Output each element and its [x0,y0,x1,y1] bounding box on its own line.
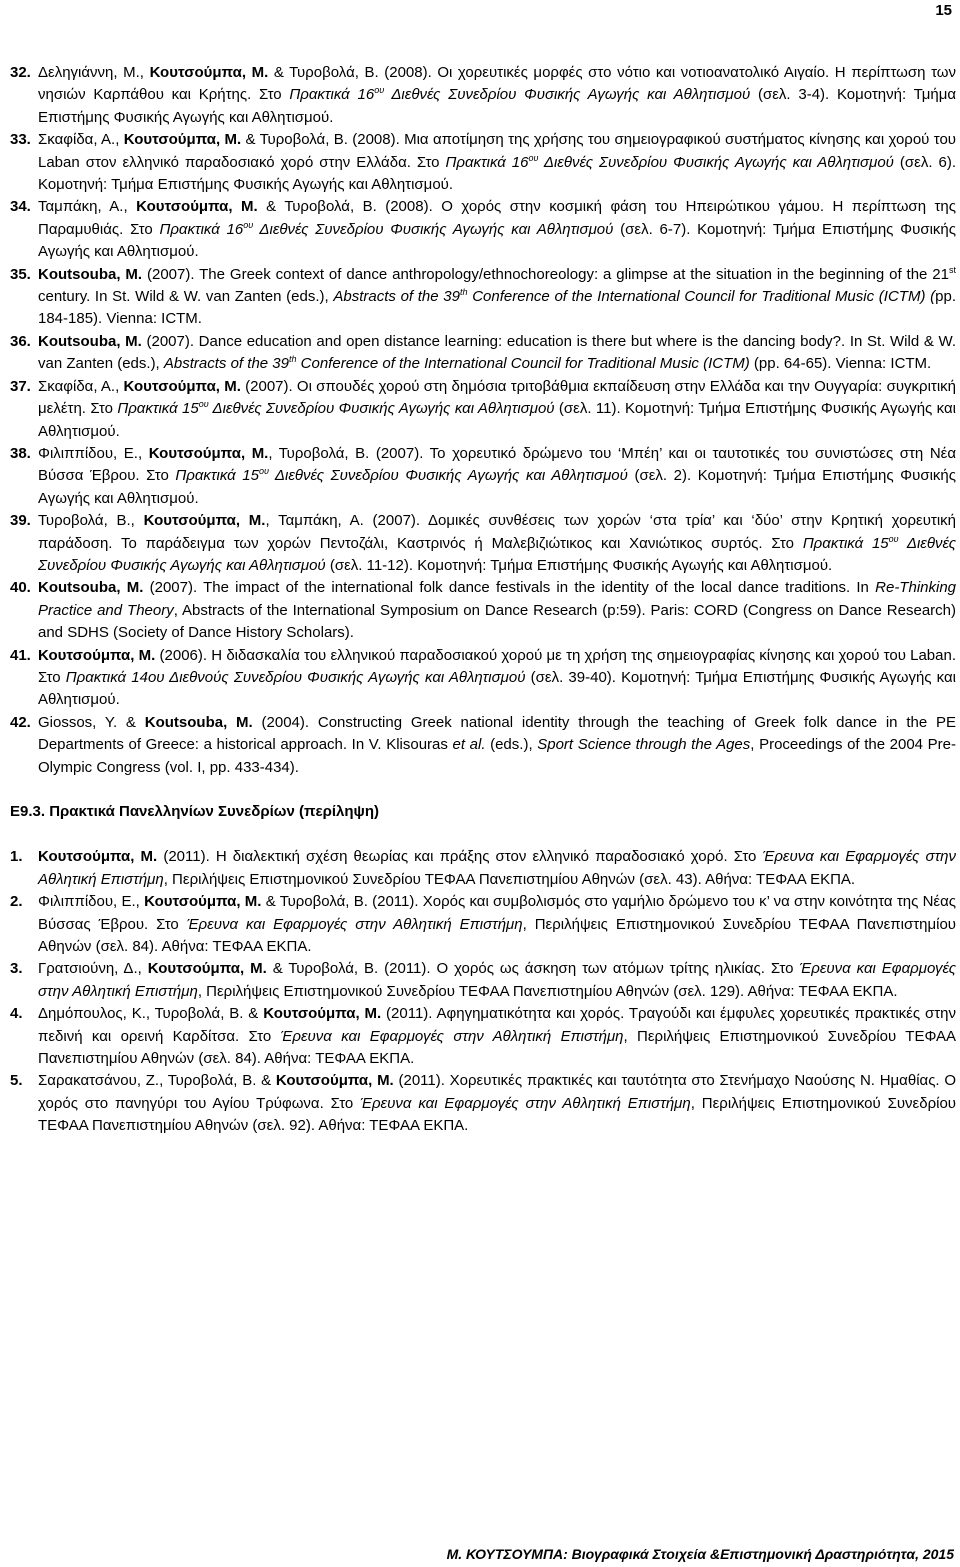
page-number: 15 [935,2,952,19]
reference-item [10,958,956,1003]
author-highlight: Koutsouba, M. [38,579,144,597]
publication-title: th [460,287,468,298]
reference-text [38,645,956,712]
author-highlight: Κουτσούμπα, Μ. [136,198,258,216]
reference-number: 33. [10,131,31,149]
reference-segment: (σελ. 6-7). Κομοτηνή: Τμήμα Επιστήμης Φυσικής Αγωγής και Αθλητισμού. [38,220,957,261]
reference-item [10,645,956,712]
reference-segment: Δημόπουλος, Κ., Τυροβολά, Β. & [38,1005,264,1023]
reference-text [38,510,956,577]
reference-text [38,1003,956,1070]
reference-segment: (2011). Η διαλεκτική σχέση θεωρίας και πράξης στον ελληνικό παραδοσιακό χορό. Στο [157,848,763,866]
author-highlight: Κουτσούμπα, Μ. [275,1072,394,1090]
author-highlight: Koutsouba, M. [38,265,143,283]
reference-segment: Τυροβολά, Β., [38,512,144,530]
reference-number: 2. [10,893,23,911]
reference-list-international [10,62,956,779]
reference-number: 35. [10,265,31,283]
reference-segment: (σελ. 6). Κομοτηνή: Τμήμα Επιστήμης Φυσικής Αγωγής και Αθλητισμού. [38,153,956,194]
author-highlight: Κουτσούμπα, Μ. [144,893,262,911]
publication-title: Πρακτικά 16 [159,220,244,238]
reference-text [38,1070,956,1137]
publication-title: Διεθνές Συνεδρίου Φυσικής Αγωγής και Αθλητισμού [208,400,555,418]
reference-segment: (2007). Dance education and open distance learning: education is there but where is the dancing body?. In St. Wild & W. van Zanten (eds.), [38,332,957,373]
reference-number: 37. [10,377,31,395]
reference-segment: (σελ. 11-12). Κομοτηνή: Τμήμα Επιστήμης Φυσικής Αγωγής και Αθλητισμού. [325,556,833,574]
reference-item [10,331,956,376]
reference-segment: st [949,264,957,275]
author-highlight: Κουτσούμπα, Μ. [148,444,269,462]
reference-segment: , Abstracts of the International Symposium on Dance Research (p:59). Paris: CORD (Congress on Dance Research) and SDHS (Society of Dance History Scholars). [38,601,956,642]
reference-item [10,196,956,263]
publication-title: ου [243,219,254,230]
reference-item [10,264,956,331]
reference-item [10,577,956,644]
author-highlight: Κουτσούμπα, Μ. [143,512,266,530]
reference-segment: , Περιλήψεις Επιστημονικού Συνεδρίου ΤΕΦΑΑ Πανεπιστημίου Αθηνών (σελ. 84). Αθήνα: ΤΕΦΑΑ ΕΚΠΑ. [38,915,957,956]
reference-segment: (2006). Η διδασκαλία του ελληνικού παραδοσιακού χορού με τη χρήση της σημειογραφίας κίνησης και χορού του Laban. Στο [38,646,956,686]
reference-segment: Σκαφίδα, Α., [38,131,124,149]
publication-title: Πρακτικά 15 [175,467,259,485]
publication-title: Έρευνα και Εφαρμογές στην Αθλητική Επιστήμη [360,1094,691,1112]
reference-segment: Σαρακατσάνου, Ζ., Τυροβολά, Β. & [38,1072,276,1090]
author-highlight: Κουτσούμπα, Μ. [149,64,269,81]
reference-number: 42. [10,713,31,731]
publication-title: ου [198,399,209,410]
reference-text [38,846,956,891]
publication-title: ου [888,533,899,544]
reference-number: 5. [10,1072,23,1090]
publication-title: Πρακτικά 15 [117,400,199,418]
publication-title: Πρακτικά 14ου Διεθνούς Συνεδρίου Φυσικής Αγωγής και Αθλητισμού [65,668,526,686]
reference-item [10,443,956,510]
publication-title: Διεθνές Συνεδρίου Φυσικής Αγωγής και Αθλητισμού [38,534,956,574]
reference-segment: Γρατσιούνη, Δ., [38,960,148,978]
author-highlight: Κουτσούμπα, Μ. [38,646,156,664]
reference-segment: , Τυροβολά, Β. (2007). Το χορευτικό δρώμενο του ‘Μπέη’ και οι ταυτοτικές του συνιστώσες στη Νέα Βύσσα Έβρου. Στο [38,444,957,485]
author-highlight: Κουτσούμπα, Μ. [123,377,241,395]
reference-segment: (2011). Χορευτικές πρακτικές και ταυτότητα στο Στενήμαχο Ναούσης Ν. Ημαθίας. Ο χορός στο πανηγύρι του Αγίου Τρύφωνα. Στο [38,1072,957,1112]
reference-segment: & Τυροβολά, Β. (2008). Μια αποτίμηση της χρήσης του σημειογραφικού συστήματος κίνησης και χορού του Laban στον ελληνικό παραδοσιακό χορό στην Ελλάδα. Στο [38,131,956,171]
publication-title: Re-Thinking Practice and Theory [38,579,957,619]
reference-text [38,958,956,1003]
reference-segment: (2004). Constructing Greek national identity through the teaching of Greek folk dance in the PE Departments of Greece: a historical approach. In V. Klisouras [38,713,956,754]
publication-title: Διεθνές Συνεδρίου Φυσικής Αγωγής και Αθλητισμού [538,153,894,171]
reference-item [10,62,956,129]
reference-text [38,443,956,510]
reference-segment: (2011). Αφηγηματικότητα και χορός. Τραγούδι και έμφυλες χορευτικές πρακτικές στην πεδινή και ορεινή Καρδίτσα. Στο [38,1005,956,1045]
reference-segment: (σελ. 39-40). Κομοτηνή: Τμήμα Επιστήμης Φυσικής Αγωγής και Αθλητισμού. [38,668,957,709]
reference-number: 39. [10,512,31,530]
reference-segment: Giossos, Y. & [38,713,145,731]
publication-title: Πρακτικά 16 [445,153,529,171]
reference-item [10,1003,956,1070]
publication-title: Conference of the International Council for Traditional Music (ICTM) [296,355,750,373]
reference-number: 38. [10,444,31,462]
publication-title: Sport Science through the Ages [537,736,751,754]
reference-segment: century. In St. Wild & W. van Zanten (eds.), [38,288,334,306]
reference-segment: (2007). The Greek context of dance anthropology/ethnochoreology: a glimpse at the situation in the beginning of the 21 [142,265,949,283]
reference-number: 40. [10,579,31,597]
publication-title: Διεθνές Συνεδρίου Φυσικής Αγωγής και Αθλητισμού [384,86,751,104]
author-highlight: Κουτσούμπα, Μ. [123,131,242,149]
reference-segment: (σελ. 11). Κομοτηνή: Τμήμα Επιστήμης Φυσικής Αγωγής και Αθλητισμού. [38,400,956,440]
reference-segment: (eds.), [485,736,538,754]
reference-item [10,712,956,779]
author-highlight: Κουτσούμπα, Μ. [147,960,267,978]
author-highlight: Κουτσούμπα, Μ. [263,1005,382,1023]
publication-title: Πρακτικά 15 [802,534,889,552]
publication-title: Διεθνές Συνεδρίου Φυσικής Αγωγής και Αθλητισμού [268,467,628,485]
publication-title: et al. [452,736,486,754]
reference-number: 3. [10,960,23,978]
reference-segment: & Τυροβολά, Β. (2008). Οι χορευτικές μορφές στο νότιο και νοτιοανατολικό Αιγαίο. Η περίπτωση των νησιών Καρπάθου και Κρήτης. Στο [38,64,956,104]
reference-number: 4. [10,1005,23,1023]
reference-item [10,846,956,891]
publication-title: Έρευνα και Εφαρμογές στην Αθλητική Επιστήμη [186,915,523,933]
reference-segment: , Περιλήψεις Επιστημονικού Συνεδρίου ΤΕΦΑΑ Πανεπιστημίου Αθηνών (σελ. 129). Αθήνα: ΤΕΦΑΑ ΕΚΠΑ. [197,982,898,1000]
reference-segment: (pp. 64-65). Vienna: ICTM. [749,355,932,373]
reference-segment: , Περιλήψεις Επιστημονικού Συνεδρίου ΤΕΦΑΑ Πανεπιστημίου Αθηνών (σελ. 92). Αθήνα: ΤΕΦΑΑ ΕΚΠΑ. [38,1094,956,1135]
page-footer: Μ. ΚΟΥΤΣΟΥΜΠΑ: Βιογραφικά Στοιχεία &Επιστημονική Δραστηριότητα, 2015 [446,1545,954,1562]
publication-title: Έρευνα και Εφαρμογές στην Αθλητική Επιστήμη [38,848,957,888]
reference-text [38,331,956,376]
reference-text [38,376,956,443]
reference-number: 1. [10,848,23,866]
reference-item [10,510,956,577]
reference-text [38,577,956,644]
author-highlight: Κουτσούμπα, Μ. [38,848,158,866]
reference-segment: Σκαφίδα, Α., [38,377,124,395]
reference-segment: (2007). The impact of the international folk dance festivals in the identity of the local dance traditions. In [143,579,876,597]
reference-number: 34. [10,198,31,216]
publication-title: ου [528,152,539,163]
publication-title: Έρευνα και Εφαρμογές στην Αθλητική Επιστήμη [280,1027,624,1045]
reference-text [38,264,956,331]
reference-segment: & Τυροβολά, Β. (2008). Ο χορός στην κοσμική φάση του Ηπειρώτικου γάμου. Η περίπτωση της Παραμυθιάς. Στο [38,198,956,238]
reference-text [38,62,956,129]
section-heading: Ε9.3. Πρακτικά Πανελληνίων Συνεδρίων (περίληψη) [10,803,379,820]
publication-title: ου [258,466,269,477]
publication-title: Έρευνα και Εφαρμογές στην Αθλητική Επιστήμη [38,960,957,1000]
publication-title: Abstracts of the 39 [163,355,289,373]
reference-segment: Ταμπάκη, Α., [38,198,137,216]
reference-segment: Φιλιππίδου, Ε., [38,444,149,462]
page-body [10,62,956,1138]
reference-item [10,891,956,958]
publication-title: th [288,354,297,365]
reference-segment: Δεληγιάννη, Μ., [38,64,150,81]
reference-segment: pp. 184-185). Vienna: ICTM. [38,288,956,328]
reference-segment: , Περιλήψεις Επιστημονικού Συνεδρίου ΤΕΦΑΑ Πανεπιστημίου Αθηνών (σελ. 43). Αθήνα: ΤΕΦΑΑ ΕΚΠΑ. [163,870,856,888]
reference-number: 41. [10,646,31,664]
publication-title: ου [374,85,385,96]
publication-title: Conference of the International Council for Traditional Music (ICTM) ( [467,288,936,306]
reference-item [10,1070,956,1137]
reference-text [38,129,956,196]
reference-number: 36. [10,332,31,350]
reference-list-panhellenic [10,846,956,1137]
reference-segment: , Proceedings of the 2004 Pre-Olympic Congress (vol. I, pp. 433-434). [38,736,956,776]
reference-text [38,196,956,263]
reference-segment: , Περιλήψεις Επιστημονικού Συνεδρίου ΤΕΦΑΑ Πανεπιστημίου Αθηνών (σελ. 84). Αθήνα: ΤΕΦΑΑ ΕΚΠΑ. [38,1027,957,1068]
reference-item [10,376,956,443]
reference-segment: , Ταμπάκη, Α. (2007). Δομικές συνθέσεις των χορών ‘στα τρία’ και ‘δύο’ στην Κρητική χορευτική παράδοση. Το παράδειγμα των χορών Πεντοζάλι, Καστρινός ή Μαλεβιζιώτικος και Χανιώτικος συρτός. Στο [38,512,956,552]
reference-segment: (σελ. 3-4). Κομοτηνή: Τμήμα Επιστήμης Φυσικής Αγωγής και Αθλητισμού. [38,86,957,126]
reference-segment: & Τυροβολά, Β. (2011). Ο χορός ως άσκηση των ατόμων τρίτης ηλικίας. Στο [266,960,800,978]
reference-text [38,891,956,958]
reference-number: 32. [10,64,31,81]
author-highlight: Koutsouba, M. [38,332,142,350]
publication-title: Διεθνές Συνεδρίου Φυσικής Αγωγής και Αθλητισμού [253,220,614,238]
reference-segment: (2007). Οι σπουδές χορού στη δημόσια τριτοβάθμια εκπαίδευση στην Ελλάδα και την Ουγγαρία: συγκριτική μελέτη. Στο [38,377,957,418]
publication-title: Πρακτικά 16 [289,86,375,104]
reference-segment: Φιλιππίδου, Ε., [38,893,145,911]
reference-segment: (σελ. 2). Κομοτηνή: Τμήμα Επιστήμης Φυσικής Αγωγής και Αθλητισμού. [38,467,956,507]
reference-item [10,129,956,196]
reference-text [38,712,956,779]
author-highlight: Koutsouba, M. [144,713,253,731]
publication-title: Abstracts of the 39 [333,288,460,306]
reference-segment: & Τυροβολά, Β. (2011). Χορός και συμβολισμός στο γαμήλιο δρώμενο του κ’ να στην κοινότητα της Νέας Βύσσας Έβρου. Στο [38,893,957,933]
